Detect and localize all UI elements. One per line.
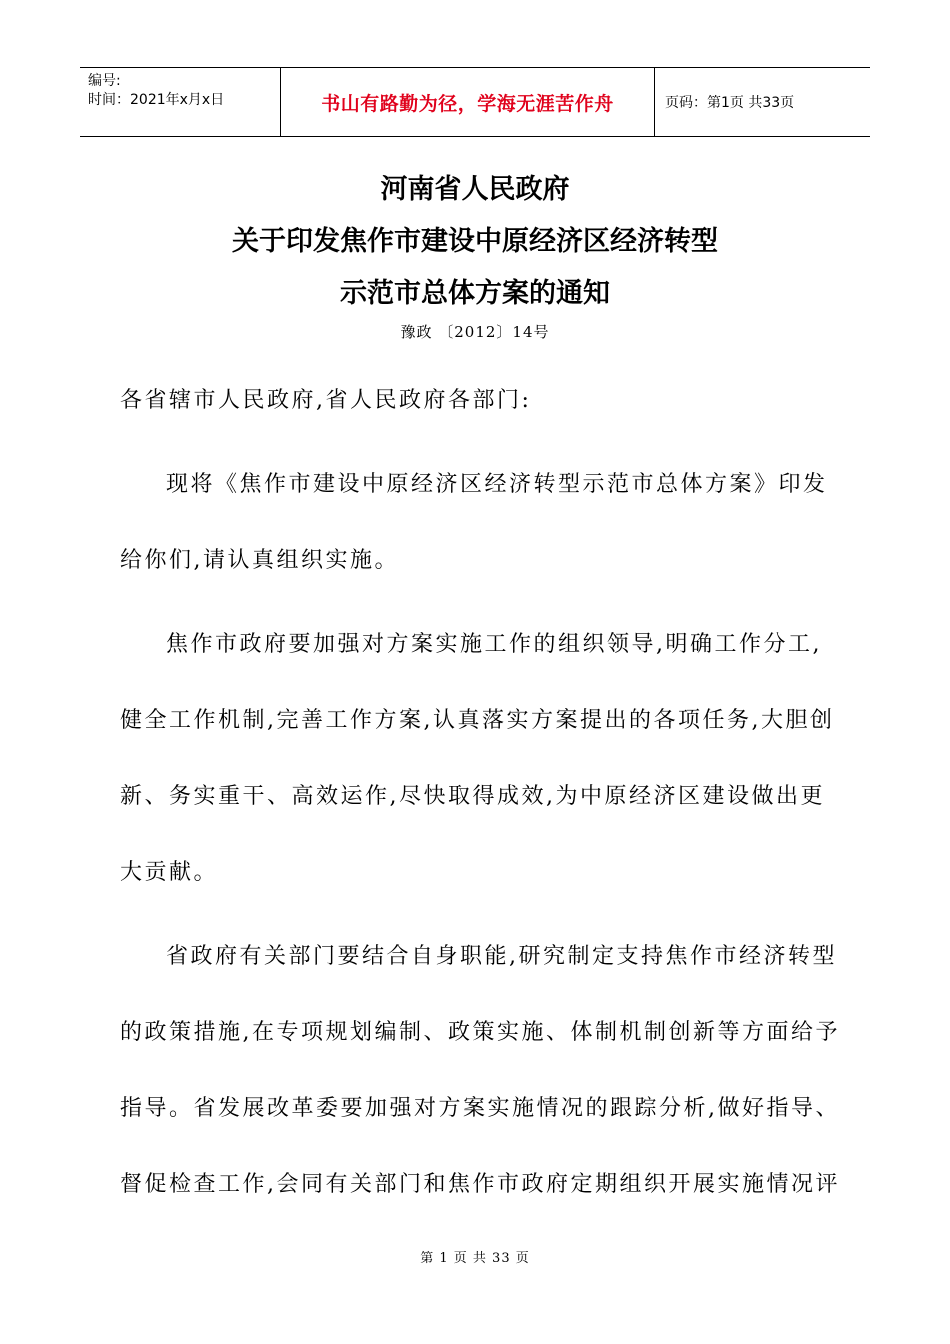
paragraph-2-line-1: 焦作市政府要加强对方案实施工作的组织领导,明确工作分工, xyxy=(166,632,822,657)
time-label: 时间：2021年x月x日 xyxy=(88,92,225,108)
title-line-3: 示范市总体方案的通知 xyxy=(340,278,610,309)
header-motto-cell xyxy=(281,68,655,136)
page-footer: 第 1 页 共 33 页 xyxy=(420,1251,530,1266)
paragraph-2-line-4: 大贡献。 xyxy=(120,860,219,885)
paragraph-2-line-3: 新、务实重干、高效运作,尽快取得成效,为中原经济区建设做出更 xyxy=(120,784,825,809)
number-label: 编号: xyxy=(88,73,121,89)
paragraph-3-line-3: 指导。省发展改革委要加强对方案实施情况的跟踪分析,做好指导、 xyxy=(120,1096,840,1121)
paragraph-2-line-2: 健全工作机制,完善工作方案,认真落实方案提出的各项任务,大胆创 xyxy=(120,708,835,733)
title-line-2: 关于印发焦作市建设中原经济区经济转型 xyxy=(232,226,718,257)
document-number: 豫政 〔2012〕14号 xyxy=(400,323,550,341)
motto-text: 书山有路勤为径，学海无涯苦作舟 xyxy=(321,92,614,115)
header-page-cell xyxy=(655,68,870,136)
title-line-1: 河南省人民政府 xyxy=(380,174,570,205)
header-meta-cell xyxy=(80,68,281,136)
header-table xyxy=(80,67,870,137)
salutation: 各省辖市人民政府,省人民政府各部门: xyxy=(120,388,532,413)
paragraph-3-line-1: 省政府有关部门要结合自身职能,研究制定支持焦作市经济转型 xyxy=(166,944,837,969)
paragraph-3-line-2: 的政策措施,在专项规划编制、政策实施、体制机制创新等方面给予 xyxy=(120,1020,840,1045)
paragraph-3-line-4: 督促检查工作,会同有关部门和焦作市政府定期组织开展实施情况评 xyxy=(120,1172,840,1197)
paragraph-1-line-2: 给你们,请认真组织实施。 xyxy=(120,548,399,573)
paragraph-1-line-1: 现将《焦作市建设中原经济区经济转型示范市总体方案》印发 xyxy=(166,472,828,497)
page-info: 页码：第1页 共33页 xyxy=(665,95,795,111)
